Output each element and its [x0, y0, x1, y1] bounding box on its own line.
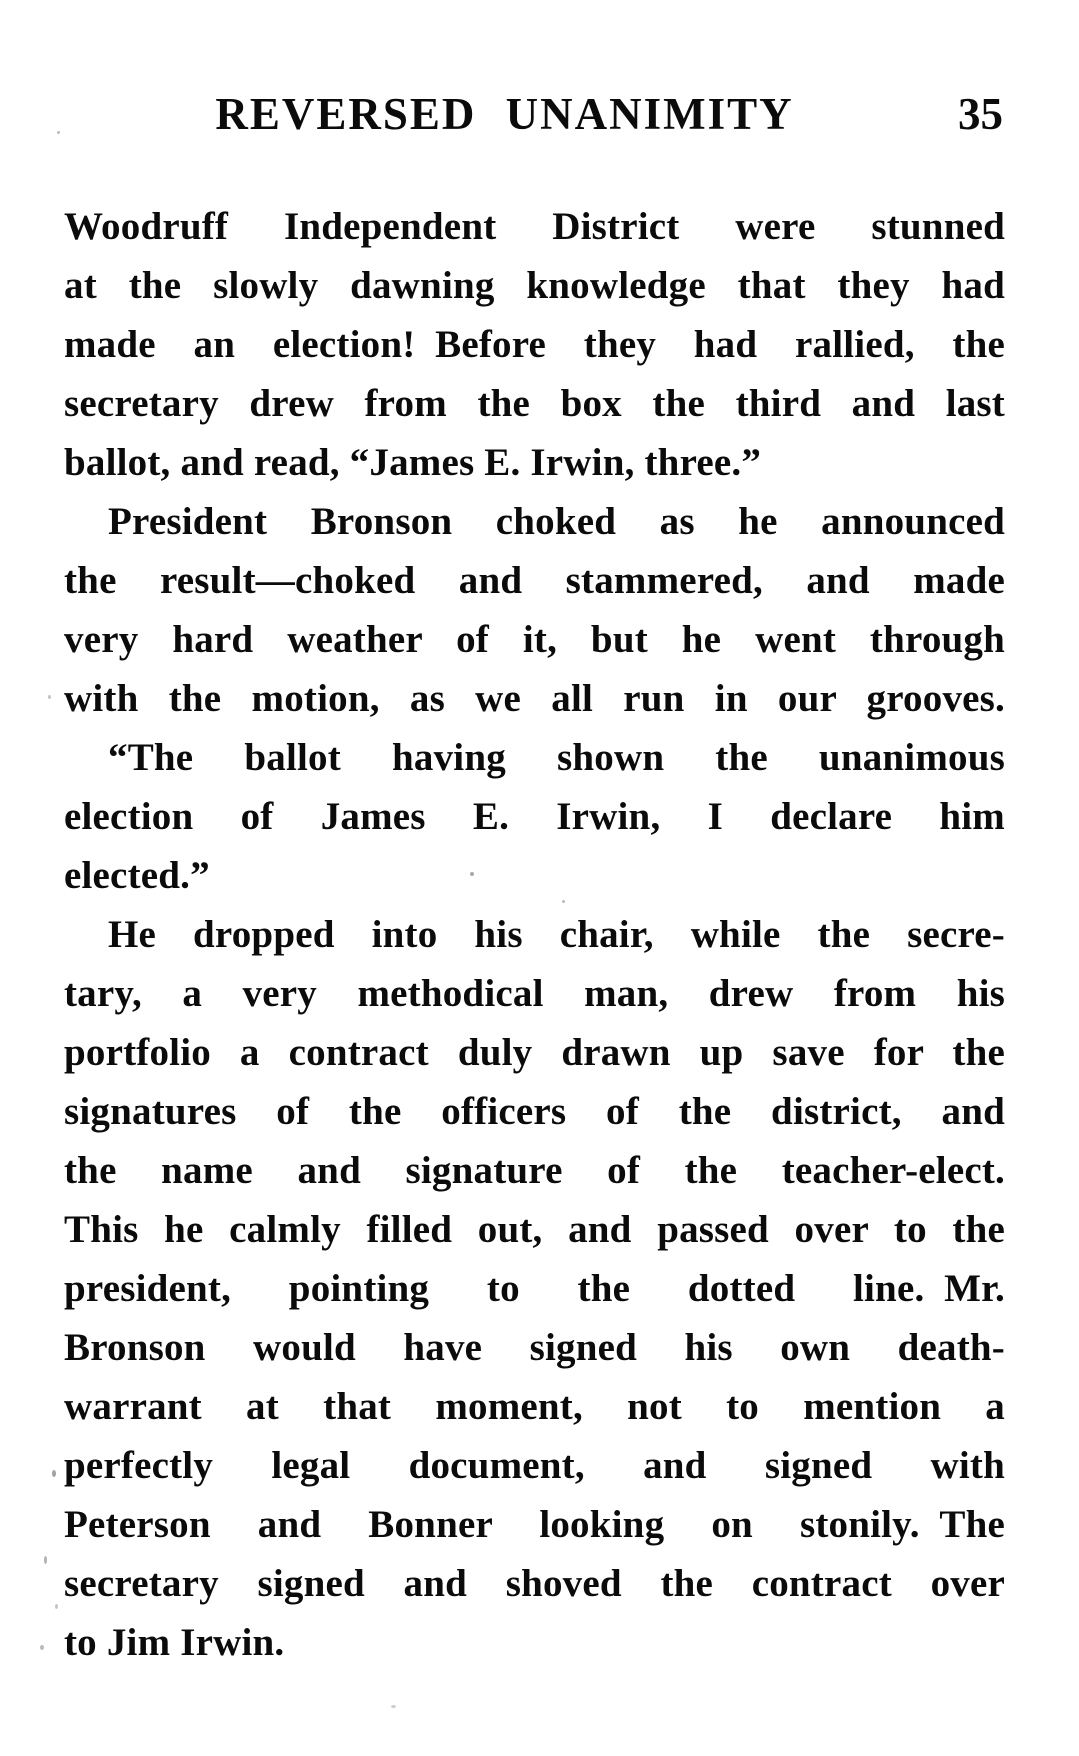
- text-line: with the motion, as we all run in our grooves.: [64, 677, 1005, 720]
- scan-speck: [40, 1645, 44, 1650]
- page-title: REVERSED UNANIMITY: [215, 89, 794, 139]
- text-line: made an election! Before they had rallied, the: [64, 323, 1005, 366]
- text-line: perfectly legal document, and signed with: [64, 1444, 1005, 1487]
- text-line: to Jim Irwin.: [64, 1621, 285, 1664]
- page-number: 35: [958, 89, 1003, 139]
- text-line: tary, a very methodical man, drew from his: [64, 972, 1005, 1015]
- text-line: signatures of the officers of the district, and: [64, 1090, 1005, 1133]
- scan-speck: [55, 1604, 58, 1609]
- scan-speck: [470, 872, 474, 876]
- text-line: Bronson would have signed his own death-: [64, 1326, 1005, 1369]
- text-line: the name and signature of the teacher-elect.: [64, 1149, 1005, 1192]
- running-header: [64, 89, 1005, 144]
- text-line: election of James E. Irwin, I declare him: [64, 795, 1005, 838]
- scan-speck: [48, 695, 51, 699]
- text-line: “The ballot having shown the unanimous: [108, 736, 1005, 779]
- text-line: President Bronson choked as he announced: [108, 500, 1005, 543]
- text-line: This he calmly filled out, and passed over to the: [64, 1208, 1005, 1251]
- text-line: secretary signed and shoved the contract over: [64, 1562, 1005, 1605]
- text-line: warrant at that moment, not to mention a: [64, 1385, 1005, 1428]
- text-line: very hard weather of it, but he went through: [64, 618, 1005, 661]
- text-line: Peterson and Bonner looking on stonily. The: [64, 1503, 1005, 1546]
- text-line: Woodruff Independent District were stunned: [64, 205, 1005, 248]
- text-line: president, pointing to the dotted line. Mr.: [64, 1267, 1005, 1310]
- text-line: portfolio a contract duly drawn up save for the: [64, 1031, 1005, 1074]
- text-line: the result—choked and stammered, and made: [64, 559, 1005, 602]
- text-line: ballot, and read, “James E. Irwin, three.”: [64, 441, 762, 484]
- scan-speck: [562, 900, 565, 903]
- page-body: [64, 197, 1005, 1672]
- text-line: He dropped into his chair, while the secre-: [108, 913, 1005, 956]
- scan-speck: [44, 1556, 47, 1564]
- scan-speck: [391, 1705, 396, 1708]
- text-line: secretary drew from the box the third and last: [64, 382, 1005, 425]
- text-line: at the slowly dawning knowledge that they had: [64, 264, 1005, 307]
- text-line: elected.”: [64, 854, 210, 897]
- scan-speck: [52, 1470, 56, 1477]
- scan-speck: [57, 131, 60, 134]
